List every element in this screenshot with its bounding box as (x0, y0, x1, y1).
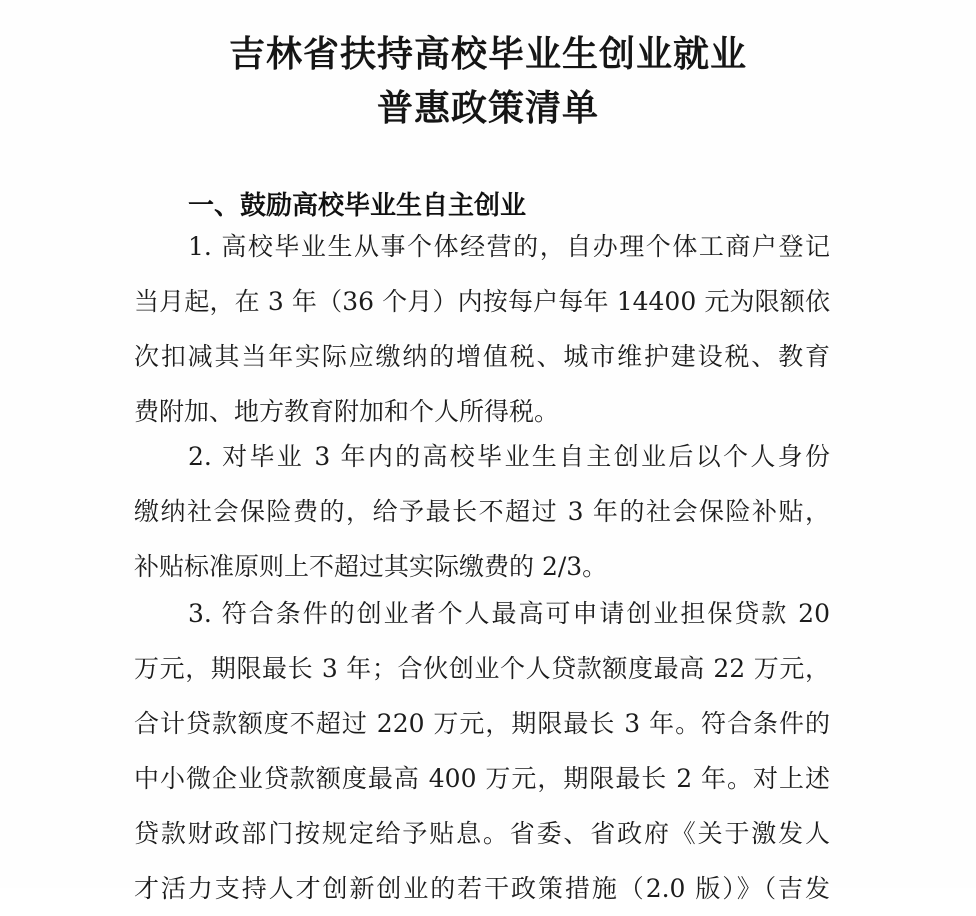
paragraph-line: 补贴标准原则上不超过其实际缴费的 2/3。 (134, 552, 608, 581)
document-title-line-2: 普惠政策清单 (376, 87, 599, 129)
paragraph-line: 中小微企业贷款额度最高 400 万元，期限最长 2 年。对上述 (134, 764, 830, 793)
paragraph-line: 缴纳社会保险费的，给予最长不超过 3 年的社会保险补贴， (134, 497, 830, 526)
paragraph-2 (134, 429, 830, 594)
paragraph-line: 1. 高校毕业生从事个体经营的，自办理个体工商户登记 (188, 232, 830, 261)
paragraph-line: 万元，期限最长 3 年；合伙创业个人贷款额度最高 22 万元， (134, 654, 830, 683)
paragraph-line: 才活力支持人才创新创业的若干政策措施（2.0 版）》（吉发 (134, 874, 830, 903)
section-heading: 一、鼓励高校毕业生自主创业 (188, 191, 527, 221)
paragraph-line: 次扣减其当年实际应缴纳的增值税、城市维护建设税、教育 (134, 342, 830, 371)
document-title-line-1: 吉林省扶持高校毕业生创业就业 (228, 33, 747, 75)
paragraph-3 (134, 586, 830, 916)
paragraph-line: 贷款财政部门按规定给予贴息。省委、省政府《关于激发人 (134, 819, 830, 848)
paragraph-1 (134, 219, 830, 439)
paragraph-line: 合计贷款额度不超过 220 万元，期限最长 3 年。符合条件的 (134, 709, 830, 738)
paragraph-line: 费附加、地方教育附加和个人所得税。 (134, 397, 560, 426)
paragraph-line: 2. 对毕业 3 年内的高校毕业生自主创业后以个人身份 (188, 442, 830, 471)
paragraph-line: 当月起，在 3 年（36 个月）内按每户每年 14400 元为限额依 (134, 287, 830, 316)
paragraph-line: 3. 符合条件的创业者个人最高可申请创业担保贷款 20 (188, 599, 830, 628)
